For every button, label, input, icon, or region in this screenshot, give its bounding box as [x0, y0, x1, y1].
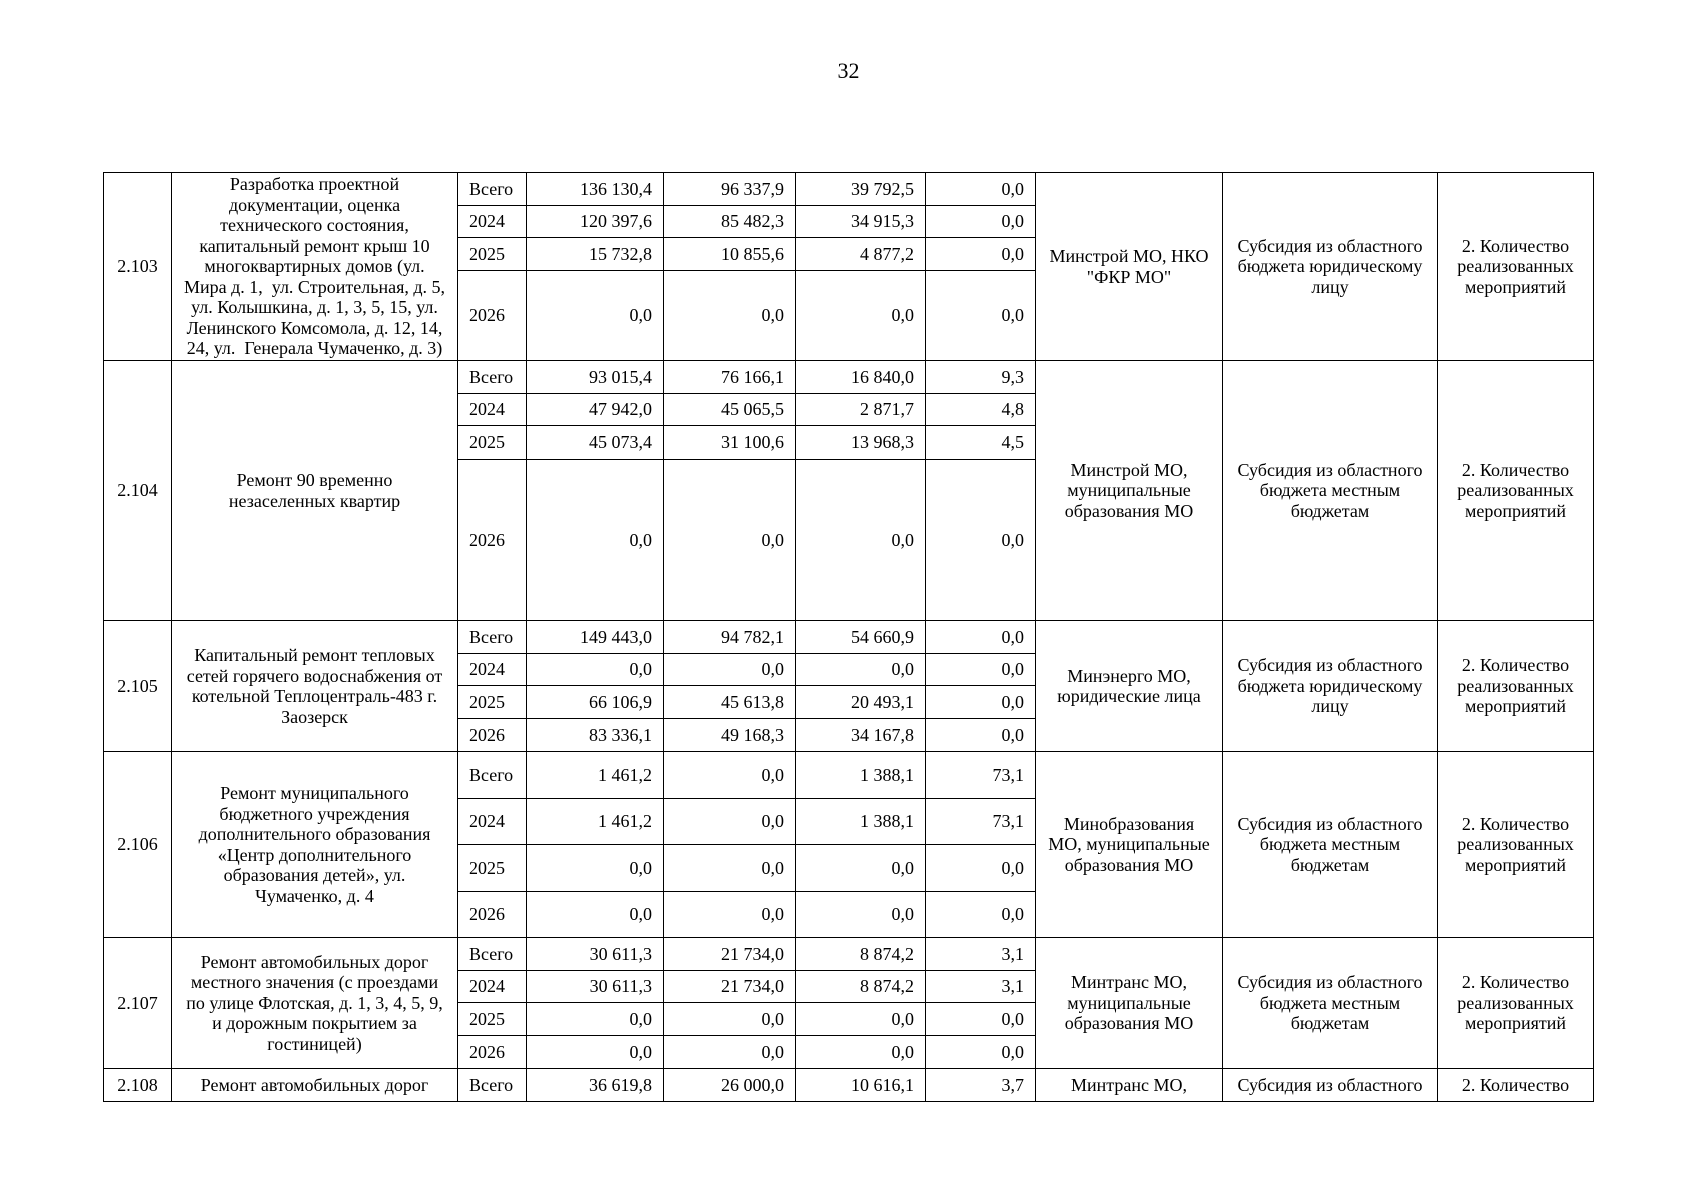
period-label: 2025 [458, 1003, 527, 1036]
amount-cell: 3,7 [926, 1069, 1036, 1102]
amount-cell: 0,0 [926, 845, 1036, 892]
period-label: 2026 [458, 271, 527, 361]
amount-cell: 20 493,1 [796, 686, 926, 719]
item-number: 2.106 [104, 752, 172, 938]
amount-cell: 0,0 [796, 271, 926, 361]
result-indicator: 2. Количество реализованных мероприятий [1438, 752, 1594, 938]
table-row [104, 621, 1594, 654]
period-label: 2024 [458, 799, 527, 845]
amount-cell: 96 337,9 [664, 173, 796, 206]
period-label: 2026 [458, 892, 527, 938]
table-row [104, 938, 1594, 971]
period-label: 2025 [458, 426, 527, 460]
period-label: 2024 [458, 654, 527, 686]
item-description: Ремонт автомобильных дорог [172, 1069, 458, 1102]
amount-cell: 21 734,0 [664, 938, 796, 971]
amount-cell: 0,0 [796, 1036, 926, 1069]
amount-cell: 30 611,3 [527, 971, 664, 1003]
responsible-executor: Минтранс МО, [1036, 1069, 1223, 1102]
amount-cell: 0,0 [926, 719, 1036, 752]
amount-cell: 83 336,1 [527, 719, 664, 752]
amount-cell: 0,0 [796, 845, 926, 892]
funding-type: Субсидия из областного бюджета местным бюджетам [1223, 361, 1438, 621]
amount-cell: 45 613,8 [664, 686, 796, 719]
amount-cell: 34 915,3 [796, 206, 926, 238]
table-row [104, 173, 1594, 206]
amount-cell: 0,0 [796, 460, 926, 621]
amount-cell: 34 167,8 [796, 719, 926, 752]
item-description: Разработка проектной документации, оценка технического состояния, капитальный ремонт крыш 10 многоквартирных домов (ул. Мира д. 1, ул. Строительная, д. 5, ул. Колышкина, д. 1, 3, 5, 15, ул. Ленинского Комсомола, д. 12, 14, 24, ул. Генерала Чумаченко, д. 3) [172, 173, 458, 361]
amount-cell: 0,0 [527, 1036, 664, 1069]
amount-cell: 0,0 [527, 1003, 664, 1036]
funding-type: Субсидия из областного бюджета юридическому лицу [1223, 621, 1438, 752]
funding-type: Субсидия из областного [1223, 1069, 1438, 1102]
amount-cell: 0,0 [926, 654, 1036, 686]
amount-cell: 0,0 [926, 686, 1036, 719]
amount-cell: 0,0 [664, 1003, 796, 1036]
amount-cell: 10 855,6 [664, 238, 796, 271]
amount-cell: 149 443,0 [527, 621, 664, 654]
amount-cell: 4,8 [926, 394, 1036, 426]
amount-cell: 1 388,1 [796, 799, 926, 845]
item-number: 2.104 [104, 361, 172, 621]
amount-cell: 36 619,8 [527, 1069, 664, 1102]
amount-cell: 0,0 [664, 271, 796, 361]
period-label: Всего [458, 173, 527, 206]
item-number: 2.107 [104, 938, 172, 1069]
period-label: 2024 [458, 394, 527, 426]
period-label: Всего [458, 1069, 527, 1102]
amount-cell: 0,0 [527, 460, 664, 621]
period-label: 2025 [458, 238, 527, 271]
amount-cell: 2 871,7 [796, 394, 926, 426]
amount-cell: 0,0 [926, 173, 1036, 206]
period-label: 2026 [458, 460, 527, 621]
amount-cell: 66 106,9 [527, 686, 664, 719]
item-description: Ремонт автомобильных дорог местного значения (с проездами по улице Флотская, д. 1, 3, 4, 5, 9, и дорожным покрытием за гостиницей) [172, 938, 458, 1069]
period-label: 2026 [458, 719, 527, 752]
amount-cell: 45 065,5 [664, 394, 796, 426]
amount-cell: 1 461,2 [527, 799, 664, 845]
amount-cell: 73,1 [926, 799, 1036, 845]
amount-cell: 45 073,4 [527, 426, 664, 460]
amount-cell: 0,0 [664, 460, 796, 621]
responsible-executor: Минэнерго МО, юридические лица [1036, 621, 1223, 752]
amount-cell: 0,0 [796, 654, 926, 686]
amount-cell: 0,0 [664, 1036, 796, 1069]
amount-cell: 85 482,3 [664, 206, 796, 238]
amount-cell: 0,0 [527, 892, 664, 938]
amount-cell: 1 461,2 [527, 752, 664, 799]
amount-cell: 21 734,0 [664, 971, 796, 1003]
amount-cell: 0,0 [664, 654, 796, 686]
amount-cell: 31 100,6 [664, 426, 796, 460]
amount-cell: 13 968,3 [796, 426, 926, 460]
amount-cell: 0,0 [664, 845, 796, 892]
amount-cell: 1 388,1 [796, 752, 926, 799]
period-label: 2024 [458, 206, 527, 238]
amount-cell: 3,1 [926, 938, 1036, 971]
amount-cell: 0,0 [926, 892, 1036, 938]
amount-cell: 0,0 [926, 460, 1036, 621]
item-number: 2.108 [104, 1069, 172, 1102]
funding-type: Субсидия из областного бюджета местным бюджетам [1223, 938, 1438, 1069]
amount-cell: 4 877,2 [796, 238, 926, 271]
period-label: 2025 [458, 686, 527, 719]
responsible-executor: Минтранс МО, муниципальные образования МО [1036, 938, 1223, 1069]
amount-cell: 16 840,0 [796, 361, 926, 394]
period-label: Всего [458, 752, 527, 799]
amount-cell: 0,0 [664, 752, 796, 799]
period-label: 2024 [458, 971, 527, 1003]
amount-cell: 8 874,2 [796, 938, 926, 971]
amount-cell: 0,0 [664, 892, 796, 938]
result-indicator: 2. Количество реализованных мероприятий [1438, 621, 1594, 752]
amount-cell: 0,0 [926, 206, 1036, 238]
page-number: 32 [837, 58, 860, 83]
amount-cell: 10 616,1 [796, 1069, 926, 1102]
table-row [104, 1069, 1594, 1102]
responsible-executor: Минстрой МО, НКО "ФКР МО" [1036, 173, 1223, 361]
period-label: Всего [458, 621, 527, 654]
amount-cell: 4,5 [926, 426, 1036, 460]
item-number: 2.103 [104, 173, 172, 361]
responsible-executor: Минобразования МО, муниципальные образования МО [1036, 752, 1223, 938]
amount-cell: 49 168,3 [664, 719, 796, 752]
period-label: 2026 [458, 1036, 527, 1069]
amount-cell: 47 942,0 [527, 394, 664, 426]
amount-cell: 0,0 [664, 799, 796, 845]
item-description: Ремонт 90 временно незаселенных квартир [172, 361, 458, 621]
amount-cell: 0,0 [926, 1036, 1036, 1069]
funding-type: Субсидия из областного бюджета местным бюджетам [1223, 752, 1438, 938]
period-label: Всего [458, 938, 527, 971]
amount-cell: 0,0 [527, 845, 664, 892]
table-row [104, 752, 1594, 799]
result-indicator: 2. Количество реализованных мероприятий [1438, 361, 1594, 621]
responsible-executor: Минстрой МО, муниципальные образования МО [1036, 361, 1223, 621]
amount-cell: 39 792,5 [796, 173, 926, 206]
amount-cell: 15 732,8 [527, 238, 664, 271]
amount-cell: 0,0 [796, 892, 926, 938]
amount-cell: 0,0 [796, 1003, 926, 1036]
table-row [104, 361, 1594, 394]
item-description: Ремонт муниципального бюджетного учреждения дополнительного образования «Центр дополнительного образования детей», ул. Чумаченко, д. 4 [172, 752, 458, 938]
period-label: 2025 [458, 845, 527, 892]
amount-cell: 30 611,3 [527, 938, 664, 971]
amount-cell: 9,3 [926, 361, 1036, 394]
period-label: Всего [458, 361, 527, 394]
amount-cell: 8 874,2 [796, 971, 926, 1003]
financing-table [103, 172, 1594, 1102]
amount-cell: 73,1 [926, 752, 1036, 799]
result-indicator: 2. Количество реализованных мероприятий [1438, 173, 1594, 361]
funding-type: Субсидия из областного бюджета юридическому лицу [1223, 173, 1438, 361]
amount-cell: 0,0 [527, 271, 664, 361]
amount-cell: 0,0 [527, 654, 664, 686]
table-body [104, 173, 1594, 1102]
amount-cell: 120 397,6 [527, 206, 664, 238]
amount-cell: 94 782,1 [664, 621, 796, 654]
amount-cell: 26 000,0 [664, 1069, 796, 1102]
result-indicator: 2. Количество реализованных мероприятий [1438, 938, 1594, 1069]
amount-cell: 76 166,1 [664, 361, 796, 394]
amount-cell: 3,1 [926, 971, 1036, 1003]
item-description: Капитальный ремонт тепловых сетей горячего водоснабжения от котельной Теплоцентраль-483 г. Заозерск [172, 621, 458, 752]
amount-cell: 54 660,9 [796, 621, 926, 654]
item-number: 2.105 [104, 621, 172, 752]
amount-cell: 93 015,4 [527, 361, 664, 394]
result-indicator: 2. Количество [1438, 1069, 1594, 1102]
amount-cell: 0,0 [926, 1003, 1036, 1036]
amount-cell: 136 130,4 [527, 173, 664, 206]
amount-cell: 0,0 [926, 621, 1036, 654]
amount-cell: 0,0 [926, 238, 1036, 271]
amount-cell: 0,0 [926, 271, 1036, 361]
